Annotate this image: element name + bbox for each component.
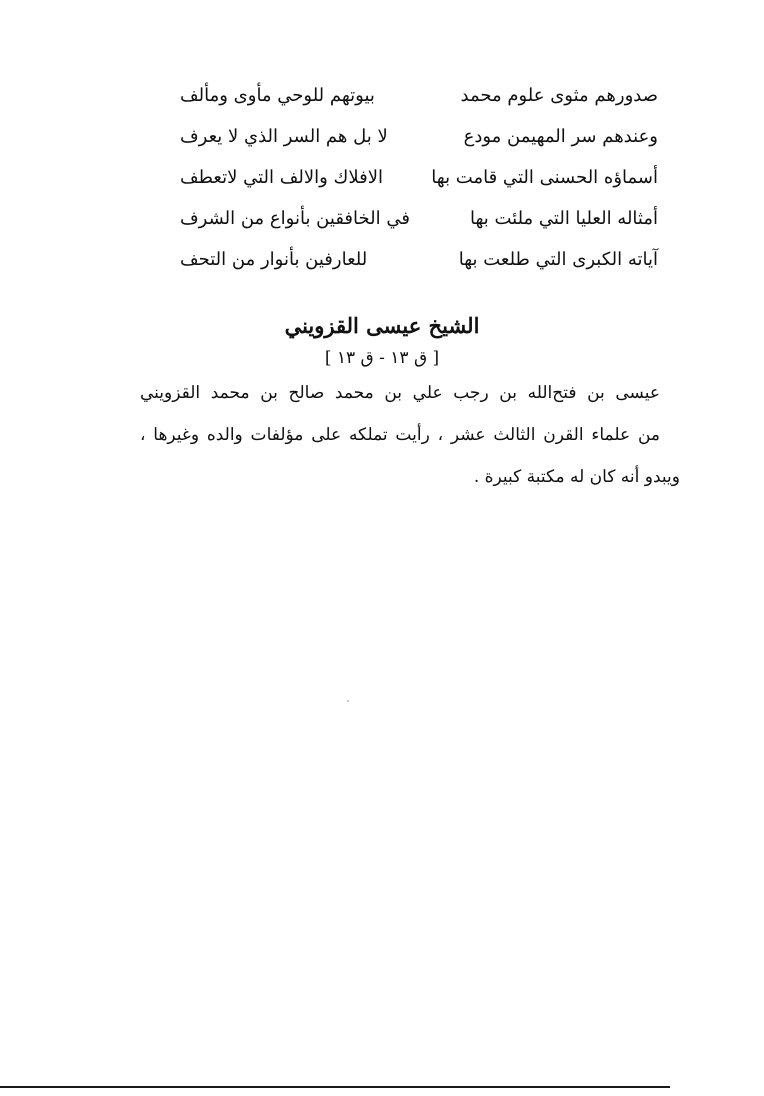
paragraph-line: من علماء القرن الثالث عشر ، رأيت تملكه على مؤلفات والده وغيرها ، [140,425,660,445]
verse-first-hemistich: وعندهم سر المهيمن مودع [463,126,658,147]
verse-second-hemistich: بيوتهم للوحي مأوى ومألف [180,85,375,106]
poem [180,84,658,289]
paragraph-line: عيسى بن فتح‌الله بن رجب علي بن محمد صالح بن محمد القزويني [140,383,660,403]
section-title: الشيخ عيسى القزويني [284,313,480,338]
poem-verse [180,248,658,289]
verse-first-hemistich: آياته الكبرى التي طلعت بها [458,249,658,270]
bottom-rule [0,1086,670,1088]
poem-verse [180,84,658,125]
verse-second-hemistich: في الخافقين بأنواع من الشرف [180,208,410,229]
scan-speck [347,700,349,702]
verse-second-hemistich: الافلاك والالف التي لاتعطف [180,167,383,188]
biography-paragraph [140,380,680,506]
verse-second-hemistich: لا بل هم السر الذي لا يعرف [180,126,388,147]
paragraph-line: ويبدو أنه كان له مكتبة كبيرة . [473,467,680,487]
verse-first-hemistich: أمثاله العليا التي ملئت بها [469,208,658,229]
section-date: [ ق ١٣ - ق ١٣ ] [324,348,440,368]
poem-verse [180,166,658,207]
verse-second-hemistich: للعارفين بأنوار من التحف [180,249,368,270]
poem-verse [180,207,658,248]
poem-verse [180,125,658,166]
verse-first-hemistich: صدورهم مثوى علوم محمد [460,85,658,106]
verse-first-hemistich: أسماؤه الحسنى التي قامت بها [431,167,658,188]
